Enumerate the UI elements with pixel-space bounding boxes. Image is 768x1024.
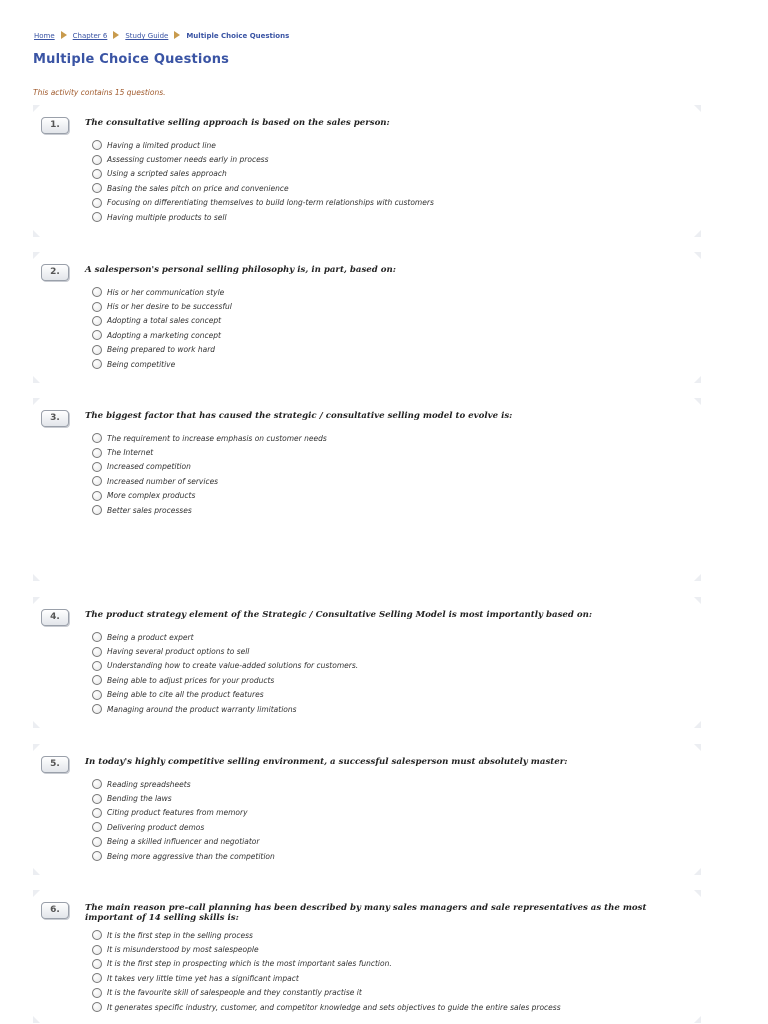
radio-button[interactable]	[92, 822, 102, 832]
answer-option[interactable]	[92, 835, 275, 849]
option-label: Adopting a total sales concept	[107, 316, 222, 326]
question-text: The product strategy element of the Strategic / Consultative Selling Model is most importantly based on:	[85, 610, 593, 620]
question-text: A salesperson's personal selling philosophy is, in part, based on:	[85, 265, 396, 275]
answer-option[interactable]	[92, 986, 561, 1000]
radio-button[interactable]	[92, 675, 102, 685]
radio-button[interactable]	[92, 779, 102, 789]
panel-corner-decoration	[33, 721, 40, 728]
answer-option[interactable]	[92, 489, 327, 503]
option-label: Using a scripted sales approach	[107, 169, 227, 179]
breadcrumb-link-study-guide[interactable]: Study Guide	[125, 32, 169, 40]
breadcrumb	[34, 31, 289, 41]
option-label: Having a limited product line	[107, 140, 216, 150]
radio-button[interactable]	[92, 808, 102, 818]
page-title: Multiple Choice Questions	[33, 52, 230, 67]
answer-options	[92, 777, 275, 863]
chevron-right-icon	[174, 31, 180, 39]
radio-button[interactable]	[92, 183, 102, 193]
answer-option[interactable]	[92, 673, 358, 687]
radio-button[interactable]	[92, 973, 102, 983]
chevron-right-icon	[113, 31, 119, 39]
answer-option[interactable]	[92, 630, 358, 644]
option-label: It is the first step in the selling process	[107, 930, 253, 940]
answer-option[interactable]	[92, 460, 327, 474]
radio-button[interactable]	[92, 140, 102, 150]
panel-corner-decoration	[694, 105, 701, 112]
radio-button[interactable]	[92, 959, 102, 969]
question-number-badge: 6.	[41, 902, 69, 919]
question-number-badge: 1.	[41, 117, 69, 134]
option-label: Being a product expert	[107, 632, 194, 642]
panel-corner-decoration	[33, 376, 40, 383]
answer-option[interactable]	[92, 328, 232, 342]
answer-option[interactable]	[92, 445, 327, 459]
option-label: More complex products	[107, 491, 196, 501]
answer-option[interactable]	[92, 659, 358, 673]
answer-option[interactable]	[92, 167, 434, 181]
answer-option[interactable]	[92, 285, 232, 299]
answer-options	[92, 138, 434, 224]
answer-option[interactable]	[92, 138, 434, 152]
answer-option[interactable]	[92, 688, 358, 702]
panel-corner-decoration	[694, 744, 701, 751]
panel-corner-decoration	[694, 868, 701, 875]
option-label: Citing product features from memory	[107, 808, 248, 818]
question-text: The biggest factor that has caused the strategic / consultative selling model to evolve is:	[85, 411, 513, 421]
question-text: The main reason pre-call planning has been described by many sales managers and sale representatives as the most important of 14 selling skills is:	[85, 903, 647, 923]
radio-button[interactable]	[92, 302, 102, 312]
chevron-right-icon	[61, 31, 67, 39]
panel-corner-decoration	[33, 574, 40, 581]
option-label: Focusing on differentiating themselves to build long-term relationships with customers	[107, 198, 434, 208]
radio-button[interactable]	[92, 448, 102, 458]
radio-button[interactable]	[92, 837, 102, 847]
option-label: It is the first step in prospecting which is the most important sales function.	[107, 959, 392, 969]
panel-corner-decoration	[33, 105, 40, 112]
option-label: Managing around the product warranty limitations	[107, 704, 297, 714]
answer-option[interactable]	[92, 181, 434, 195]
answer-option[interactable]	[92, 971, 561, 985]
option-label: Having multiple products to sell	[107, 212, 227, 222]
breadcrumb-link-home[interactable]: Home	[34, 32, 55, 40]
panel-corner-decoration	[33, 597, 40, 604]
option-label: His or her desire to be successful	[107, 302, 232, 312]
radio-button[interactable]	[92, 287, 102, 297]
radio-button[interactable]	[92, 198, 102, 208]
answer-option[interactable]	[92, 942, 561, 956]
panel-corner-decoration	[694, 1016, 701, 1023]
answer-options	[92, 285, 232, 371]
option-label: Basing the sales pitch on price and convenience	[107, 183, 289, 193]
answer-options	[92, 928, 561, 1014]
answer-option[interactable]	[92, 503, 327, 517]
panel-corner-decoration	[694, 398, 701, 405]
panel-corner-decoration	[33, 1016, 40, 1023]
radio-button[interactable]	[92, 945, 102, 955]
panel-corner-decoration	[694, 721, 701, 728]
answer-options	[92, 431, 327, 517]
question-text: The consultative selling approach is based on the sales person:	[85, 118, 390, 128]
option-label: It generates specific industry, customer, and competitor knowledge and sets objectives to guide the entire sales process	[107, 1002, 561, 1012]
answer-option[interactable]	[92, 152, 434, 166]
option-label: Adopting a marketing concept	[107, 330, 221, 340]
radio-button[interactable]	[92, 704, 102, 714]
radio-button[interactable]	[92, 1002, 102, 1012]
question-number-badge: 4.	[41, 609, 69, 626]
radio-button[interactable]	[92, 647, 102, 657]
answer-option[interactable]	[92, 791, 275, 805]
answer-option[interactable]	[92, 849, 275, 863]
answer-option[interactable]	[92, 343, 232, 357]
option-label: Bending the laws	[107, 794, 172, 804]
option-label: Being able to adjust prices for your products	[107, 675, 275, 685]
answer-option[interactable]	[92, 299, 232, 313]
option-label: Being competitive	[107, 359, 176, 369]
radio-button[interactable]	[92, 345, 102, 355]
breadcrumb-link-chapter[interactable]: Chapter 6	[72, 32, 108, 40]
answer-option[interactable]	[92, 702, 358, 716]
option-label: Being able to cite all the product features	[107, 690, 264, 700]
option-label: The Internet	[107, 448, 154, 458]
option-label: Understanding how to create value-added solutions for customers.	[107, 661, 359, 671]
radio-button[interactable]	[92, 632, 102, 642]
option-label: Delivering product demos	[107, 822, 205, 832]
radio-button[interactable]	[92, 212, 102, 222]
radio-button[interactable]	[92, 155, 102, 165]
question-text: In today's highly competitive selling environment, a successful salesperson must absolutely master:	[85, 757, 568, 767]
option-label: Being prepared to work hard	[107, 345, 216, 355]
panel-corner-decoration	[694, 376, 701, 383]
answer-option[interactable]	[92, 210, 434, 224]
option-label: Better sales processes	[107, 505, 192, 515]
option-label: Increased competition	[107, 462, 191, 472]
radio-button[interactable]	[92, 505, 102, 515]
radio-button[interactable]	[92, 690, 102, 700]
radio-button[interactable]	[92, 316, 102, 326]
panel-corner-decoration	[33, 868, 40, 875]
panel-corner-decoration	[694, 230, 701, 237]
answer-option[interactable]	[92, 644, 358, 658]
radio-button[interactable]	[92, 476, 102, 486]
option-label: Reading spreadsheets	[107, 779, 191, 789]
answer-option[interactable]	[92, 957, 561, 971]
radio-button[interactable]	[92, 930, 102, 940]
question-number-badge: 5.	[41, 756, 69, 773]
question-number-badge: 2.	[41, 264, 69, 281]
radio-button[interactable]	[92, 462, 102, 472]
radio-button[interactable]	[92, 661, 102, 671]
answer-option[interactable]	[92, 474, 327, 488]
answer-option[interactable]	[92, 357, 232, 371]
answer-options	[92, 630, 358, 716]
option-label: It takes very little time yet has a significant impact	[107, 973, 299, 983]
panel-corner-decoration	[33, 252, 40, 259]
answer-option[interactable]	[92, 1000, 561, 1014]
answer-option[interactable]	[92, 806, 275, 820]
panel-corner-decoration	[33, 398, 40, 405]
option-label: It is misunderstood by most salespeople	[107, 945, 259, 955]
option-label: Being more aggressive than the competition	[107, 851, 275, 861]
radio-button[interactable]	[92, 988, 102, 998]
option-label: Increased number of services	[107, 476, 219, 486]
answer-option[interactable]	[92, 431, 327, 445]
panel-corner-decoration	[694, 597, 701, 604]
answer-option[interactable]	[92, 314, 232, 328]
radio-button[interactable]	[92, 794, 102, 804]
panel-corner-decoration	[33, 744, 40, 751]
option-label: Having several product options to sell	[107, 647, 250, 657]
option-label: His or her communication style	[107, 287, 225, 297]
option-label: Assessing customer needs early in process	[107, 155, 269, 165]
answer-option[interactable]	[92, 196, 434, 210]
answer-option[interactable]	[92, 777, 275, 791]
answer-option[interactable]	[92, 820, 275, 834]
radio-button[interactable]	[92, 433, 102, 443]
breadcrumb-current: Multiple Choice Questions	[186, 32, 290, 40]
answer-option[interactable]	[92, 928, 561, 942]
option-label: Being a skilled influencer and negotiator	[107, 837, 260, 847]
panel-corner-decoration	[694, 890, 701, 897]
panel-corner-decoration	[33, 230, 40, 237]
radio-button[interactable]	[92, 491, 102, 501]
radio-button[interactable]	[92, 330, 102, 340]
question-number-badge: 3.	[41, 410, 69, 427]
radio-button[interactable]	[92, 169, 102, 179]
radio-button[interactable]	[92, 359, 102, 369]
panel-corner-decoration	[33, 890, 40, 897]
radio-button[interactable]	[92, 851, 102, 861]
option-label: It is the favourite skill of salespeople and they constantly practise it	[107, 988, 362, 998]
option-label: The requirement to increase emphasis on customer needs	[107, 433, 327, 443]
panel-corner-decoration	[694, 574, 701, 581]
panel-corner-decoration	[694, 252, 701, 259]
activity-intro: This activity contains 15 questions.	[33, 88, 166, 97]
